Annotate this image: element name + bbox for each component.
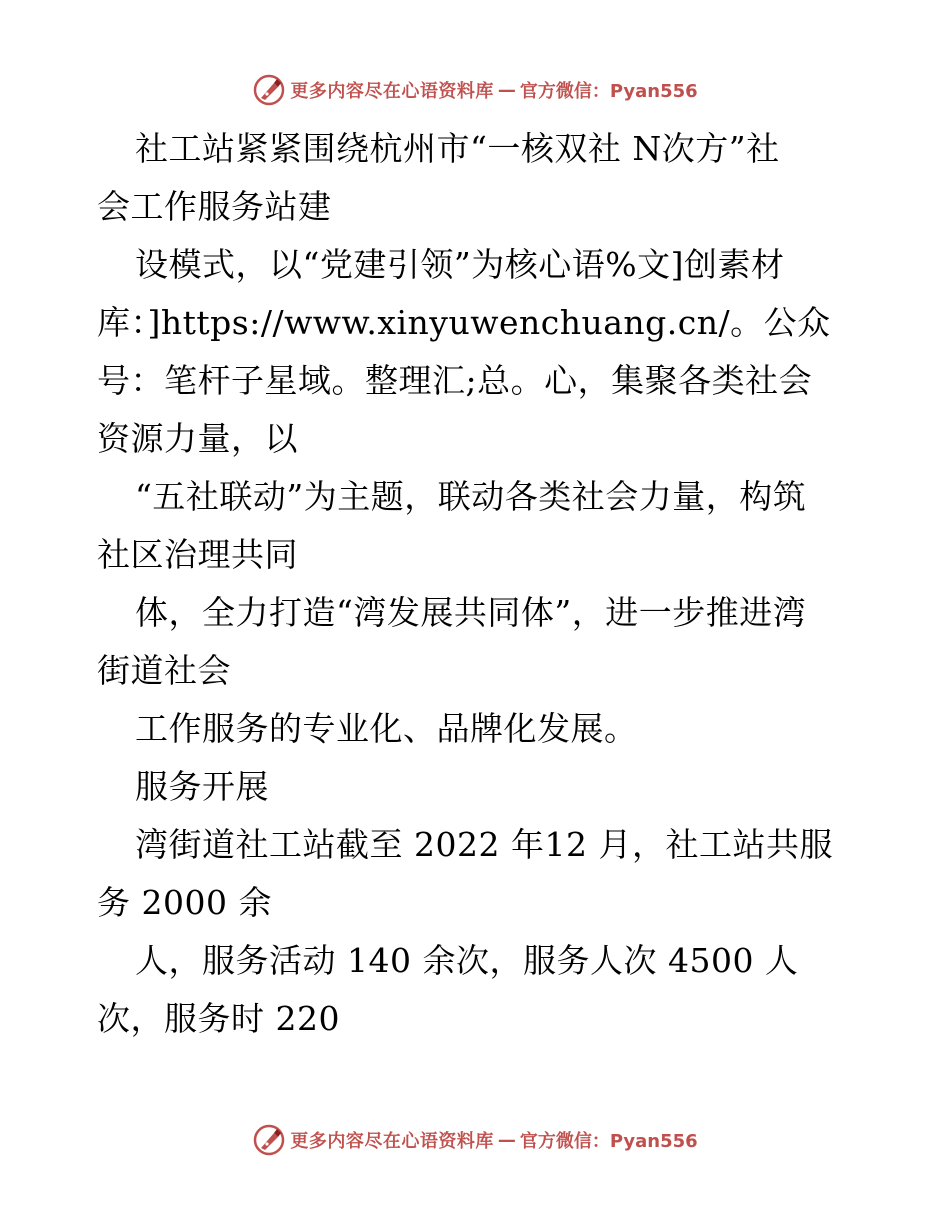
pen-nib-logo-icon bbox=[252, 73, 286, 107]
text-line: 体，全力打造“湾发展共同体”，进一步推进湾 bbox=[135, 593, 807, 632]
text-line: “五社联动”为主题，联动各类社会力量，构筑 bbox=[135, 477, 807, 516]
banner-separator: — bbox=[497, 79, 516, 101]
section-heading: 服务开展 bbox=[135, 767, 269, 806]
pen-nib-logo-icon bbox=[252, 1123, 286, 1157]
text-line: 工作服务的专业化、品牌化发展。 bbox=[135, 709, 638, 748]
text-line: 号：笔杆子星域。整理汇;总。心，集聚各类社会 bbox=[97, 361, 813, 400]
text-line: 库：]https://www.xinyuwenchuang.cn/。公众 bbox=[97, 303, 831, 342]
text-line: 务 2000 余 bbox=[97, 883, 272, 922]
text-line: 会工作服务站建 bbox=[97, 187, 332, 226]
document-body bbox=[97, 120, 857, 1048]
header-watermark-banner bbox=[0, 70, 950, 110]
text-line: 人，服务活动 140 余次，服务人次 4500 人 bbox=[135, 941, 799, 980]
text-line: 资源力量，以 bbox=[97, 419, 298, 458]
banner-separator: — bbox=[497, 1129, 516, 1151]
banner-contact: 官方微信：Pyan556 bbox=[519, 1131, 698, 1152]
text-line: 街道社会 bbox=[97, 651, 231, 690]
footer-watermark-banner bbox=[0, 1120, 950, 1160]
banner-title: 更多内容尽在心语资料库 bbox=[290, 1131, 494, 1152]
text-line: 社工站紧紧围绕杭州市“一核双社 N次方”社 bbox=[135, 129, 780, 168]
text-line: 湾街道社工站截至 2022 年12 月，社工站共服 bbox=[135, 825, 833, 864]
banner-contact: 官方微信：Pyan556 bbox=[519, 81, 698, 102]
banner-title: 更多内容尽在心语资料库 bbox=[290, 81, 494, 102]
text-line: 次，服务时 220 bbox=[97, 999, 340, 1038]
text-line: 社区治理共同 bbox=[97, 535, 298, 574]
text-line: 设模式，以“党建引领”为核心语%文]创素材 bbox=[135, 245, 785, 284]
